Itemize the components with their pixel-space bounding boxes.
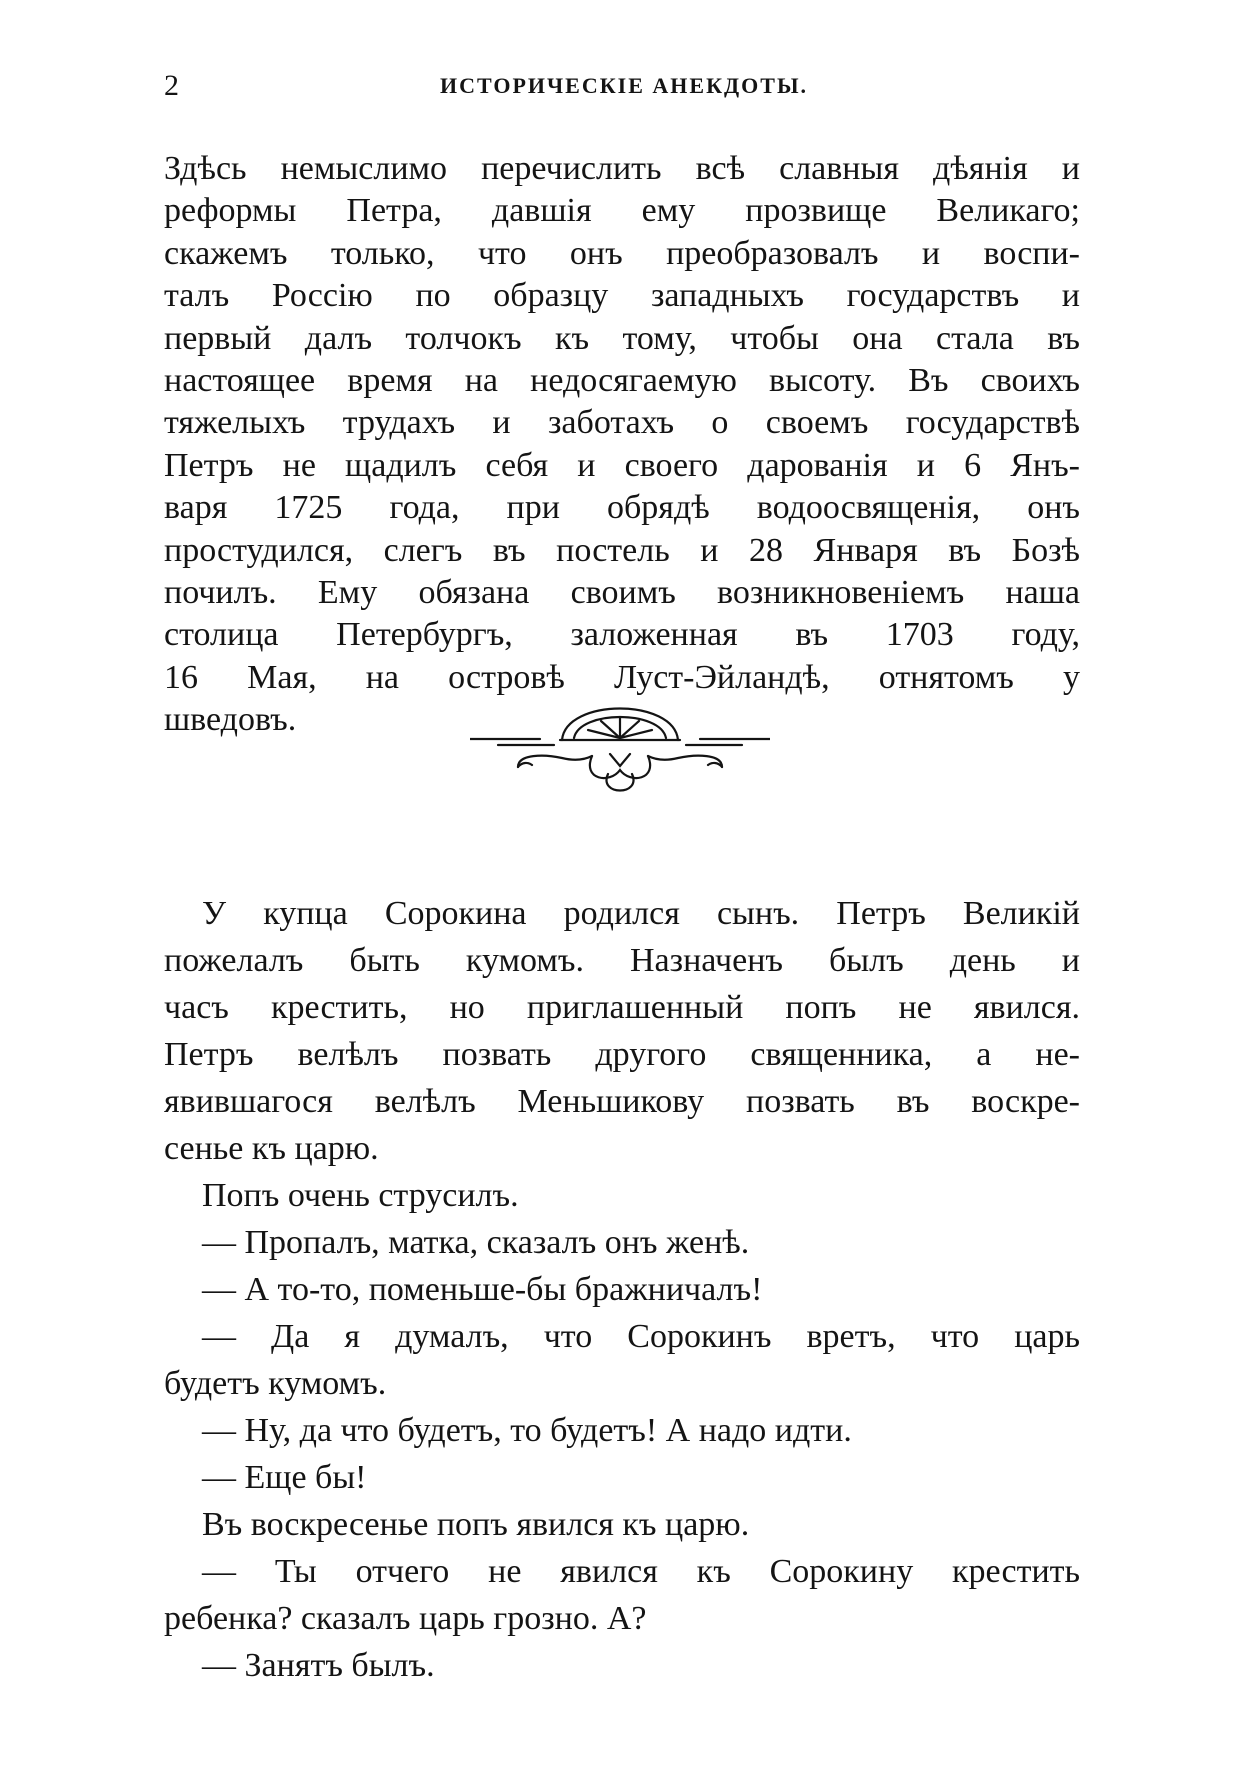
text-line: Здѣсь немыслимо перечислить всѣ славныя дѣянія и [164, 150, 1080, 187]
text-line: — Ты отчего не явился къ Сорокину крестить [202, 1553, 1080, 1590]
text-line: настоящее время на недосягаемую высоту. Въ своихъ [164, 362, 1080, 400]
text-line: Попъ очень струсилъ. [202, 1177, 519, 1214]
text-line: шведовъ. [164, 701, 297, 739]
text-line: сенье къ царю. [164, 1130, 379, 1167]
running-head [164, 66, 1084, 106]
text-line: столица Петербургъ, заложенная въ 1703 году, [164, 616, 1080, 654]
text-line: У купца Сорокина родился сынъ. Петръ Великій [202, 895, 1080, 932]
text-line: Въ воскресенье попъ явился къ царю. [202, 1506, 750, 1543]
text-line: часъ крестить, но приглашенный попъ не явился. [164, 989, 1080, 1026]
text-line: будетъ кумомъ. [164, 1365, 387, 1402]
text-line: Петръ велѣлъ позвать другого священника, а не- [164, 1036, 1080, 1073]
paragraph-peter-reforms [164, 148, 1080, 742]
text-line: скажемъ только, что онъ преобразовалъ и воспи- [164, 234, 1080, 272]
text-line: — Да я думалъ, что Сорокинъ вретъ, что царь [202, 1318, 1080, 1355]
text-line: — Еще бы! [202, 1459, 367, 1496]
text-line: пожелалъ быть кумомъ. Назначенъ былъ день и [164, 942, 1080, 979]
anecdote-text [164, 890, 1080, 1689]
text-line: явившагося велѣлъ Меньшикову позвать въ воскре- [164, 1083, 1080, 1120]
text-line: — А то-то, поменьше-бы бражничалъ! [202, 1271, 763, 1308]
text-line: — Ну, да что будетъ, то будетъ! А надо идти. [202, 1412, 852, 1449]
text-line: первый далъ толчокъ къ тому, чтобы она стала въ [164, 319, 1080, 357]
text-line: талъ Россію по образцу западныхъ государствъ и [164, 277, 1080, 315]
fleuron-ornament-icon [470, 688, 770, 798]
text-line: ребенка? сказалъ царь грозно. А? [164, 1600, 647, 1637]
running-head-title: ИСТОРИЧЕСКІЕ АНЕКДОТЫ. [439, 73, 809, 98]
page-number: 2 [164, 69, 179, 102]
text-line: 16 Мая, на островѣ Луст-Эйландѣ, отнятомъ у [164, 658, 1080, 696]
text-line: варя 1725 года, при обрядѣ водоосвященія, онъ [164, 489, 1080, 527]
text-line: Петръ не щадилъ себя и своего дарованія и 6 Янъ- [164, 446, 1080, 484]
text-line: — Занятъ былъ. [202, 1647, 435, 1684]
text-line: простудился, слегъ въ постель и 28 Января въ Бозѣ [164, 531, 1080, 569]
text-line: реформы Петра, давшія ему прозвище Великаго; [164, 192, 1080, 230]
text-line: тяжелыхъ трудахъ и заботахъ о своемъ государствѣ [164, 404, 1080, 442]
text-line: почилъ. Ему обязана своимъ возникновеніемъ наша [164, 574, 1080, 612]
text-line: — Пропалъ, матка, сказалъ онъ женѣ. [202, 1224, 750, 1261]
